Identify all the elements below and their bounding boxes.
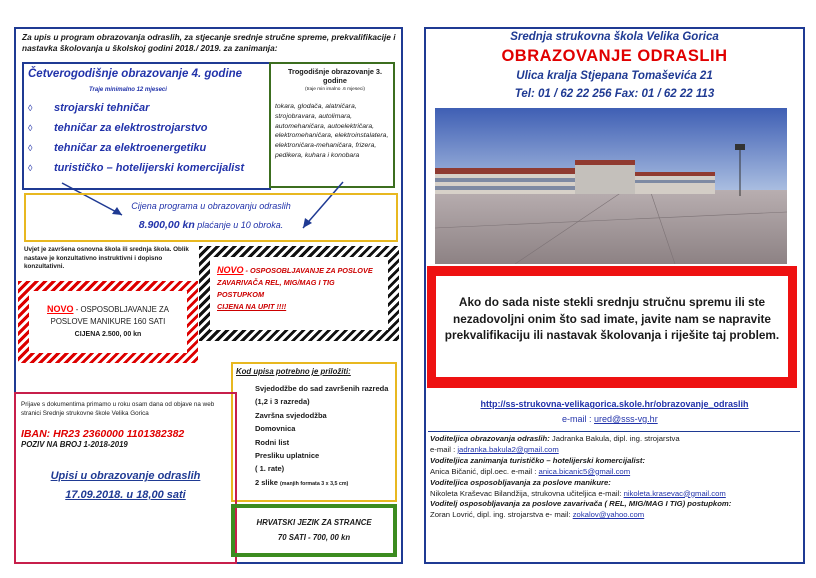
- price-installments: plaćanje u 10 obroka.: [197, 220, 284, 230]
- contact-item: [430, 456, 802, 478]
- manicure-text: [32, 303, 184, 341]
- bullet-icon: ◊: [28, 123, 33, 133]
- welding-text: [217, 264, 383, 313]
- contact-email-link[interactable]: anica.bicanic5@gmail.com: [538, 466, 631, 476]
- three-year-duration: (traje min imalno .6 mjeseci): [305, 87, 365, 92]
- contact-role: Voditeljica obrazovanja odraslih:: [430, 434, 550, 443]
- four-year-box: [22, 62, 271, 190]
- school-photo: [435, 108, 787, 264]
- four-year-list: [28, 98, 270, 178]
- welding-box: [199, 246, 399, 341]
- intro-text: Za upis u program obrazovanja odraslih, za stjecanje srednje stručne spreme, prekvalifikacije i nastavka školovanja u školskoj godini 2018./ 2019. za zanimanja:: [22, 32, 396, 53]
- contact-email-link[interactable]: zokalov@yahoo.com: [572, 510, 645, 520]
- welding-price: CIJENA NA UPIT !!!!: [217, 302, 287, 311]
- list-item: 2 slike (manjih formata 3 x 3,5 cm): [255, 477, 349, 487]
- list-item-label: turističko – hotelijerski komercijalist: [54, 162, 245, 174]
- list-item: ( 1. rate): [255, 464, 285, 474]
- four-year-duration: Traje minimalno 12 mjeseci: [89, 87, 167, 93]
- three-year-box: [269, 62, 395, 188]
- appeal-inner: [436, 276, 788, 377]
- manicure-novo: NOVO: [47, 304, 74, 314]
- appeal-text: Ako do sada niste stekli srednju stručnu spremu ili ste nezadovoljni onim što sad imate, javite nam se napravite prekvalifikaciju ili nastavak školovanja i riješite taj problem.: [444, 295, 780, 342]
- documents-box: [231, 362, 397, 502]
- contact-email-link[interactable]: jadranka.bakula2@gmail.com: [457, 444, 559, 454]
- address: Ulica kralja Stjepana Tomaševića 21: [516, 70, 713, 82]
- list-item: [28, 138, 270, 158]
- contact-person: Anica Bičanić, dipl.oec.: [430, 466, 510, 476]
- list-item-label: tehničar za elektroenergetiku: [54, 142, 207, 154]
- list-item: [28, 98, 270, 118]
- phone-fax: Tel: 01 / 62 22 256 Fax: 01 / 62 22 113: [514, 88, 715, 100]
- price-amount: 8.900,00 kn: [138, 219, 195, 231]
- upisi-title: Upisi u obrazovanje odraslih: [50, 470, 201, 482]
- croatian-box: [231, 504, 397, 557]
- documents-list: [255, 382, 395, 491]
- manicure-desc: - OSPOSOBLJAVANJE ZA POSLOVE MANIKURE 160 SATI: [50, 305, 169, 326]
- welding-desc: - OSPOSOBLJAVANJE ZA POSLOVE ZAVARIVAČA REL, MIG/MAG I TIG POSTUPKOM: [217, 266, 373, 299]
- price-box: [24, 193, 398, 242]
- page-title: OBRAZOVANJE ODRASLIH: [501, 47, 728, 65]
- contact-mail-label: e-mail :: [430, 444, 456, 454]
- poziv-na-broj: POZIV NA BROJ 1-2018-2019: [21, 440, 128, 449]
- list-item: Presliku uplatnice: [255, 451, 320, 461]
- list-item: Domovnica: [255, 424, 296, 434]
- upisi-date: 17.09.2018. u 18,00 sati: [65, 489, 186, 501]
- divider: [428, 431, 800, 432]
- bullet-icon: ◊: [28, 143, 33, 153]
- email-link[interactable]: ured@sss-vg.hr: [594, 414, 658, 424]
- manicure-box: [18, 281, 198, 363]
- contact-role: Voditeljica osposobljavanja za poslove manikure:: [430, 477, 611, 487]
- email-label: e-mail :: [562, 414, 592, 424]
- contact-person: Jadranka Bakula, dipl. ing. strojarstva: [551, 434, 680, 443]
- list-item: [28, 118, 270, 138]
- contact-person: Nikoleta Kraševac Bilandžija, strukovna učiteljica e-mail:: [430, 488, 622, 498]
- price-line1: Cijena programa u obrazovanju odraslih: [131, 201, 291, 211]
- bullet-icon: ◊: [28, 163, 33, 173]
- contacts: [430, 434, 802, 521]
- contact-item: [430, 499, 802, 521]
- list-item: [28, 158, 270, 178]
- contact-item: [430, 478, 802, 500]
- list-item-label: tehničar za elektrostrojarstvo: [54, 122, 208, 134]
- list-item: Svjedodžbe do sad završenih razreda (1,2 i 3 razreda): [255, 384, 389, 407]
- welding-novo: NOVO: [217, 265, 244, 275]
- bullet-icon: ◊: [28, 103, 33, 113]
- conditions-text: Uvjet je završena osnovna škola ili srednja škola. Oblik nastave je konzultativno instruktivni i dopisno konzultativni.: [24, 246, 189, 270]
- email-line: [562, 414, 658, 424]
- list-item-label: strojarski tehničar: [54, 102, 150, 114]
- registration-box: [14, 392, 237, 564]
- school-name: Srednja strukovna škola Velika Gorica: [510, 31, 719, 43]
- registration-note: Prijave s dokumentima primamo u roku osam dana od objave na web stranici Srednje strukovne škole Velika Gorica: [21, 401, 215, 417]
- appeal-box: [427, 266, 797, 388]
- croatian-title: HRVATSKI JEZIK ZA STRANCE: [256, 518, 372, 527]
- manicure-price: CIJENA 2.500, 00 kn: [74, 331, 142, 338]
- iban: IBAN: HR23 2360000 1101382382: [21, 428, 185, 440]
- price-line: [26, 219, 396, 231]
- contact-item: [430, 434, 802, 456]
- three-year-title: Trogodišnje obrazovanje 3. godine: [287, 67, 383, 85]
- website-link[interactable]: http://ss-strukovna-velikagorica.skole.hr/obrazovanje_odraslih: [480, 399, 749, 409]
- school-photo-drawing: [435, 108, 787, 264]
- list-item: Završna svjedodžba: [255, 410, 327, 420]
- list-item: Rodni list: [255, 437, 290, 447]
- contact-role: Voditeljica zanimanja turističko – hotelijerski komercijalist:: [430, 455, 646, 465]
- three-year-list: tokara, glodača, alatničara, strojobravara, autolimara, automehaničara, autoelektričara, elektromehaničara, elektroinstalatera, elektroničara-mehaničara, frizera, pedikera, kuhara i konobara: [275, 103, 389, 159]
- contact-role: Voditelj osposobljavanja za poslove zavarivača ( REL, MIG/MAG I TIG) postupkom:: [430, 499, 732, 509]
- photo-note: (manjih formata 3 x 3,5 cm): [280, 480, 349, 487]
- croatian-detail: 70 SATI - 700, 00 kn: [277, 533, 351, 542]
- documents-title: Kod upisa potrebno je priložiti:: [236, 367, 351, 376]
- contact-mail-label: e-mail :: [511, 466, 537, 476]
- contact-email-link[interactable]: nikoleta.krasevac@gmail.com: [623, 488, 726, 498]
- four-year-title: Četverogodišnje obrazovanje 4. godine: [28, 68, 243, 80]
- contact-person: Zoran Lovrić, dipl. ing. strojarstva e- mail:: [430, 510, 571, 520]
